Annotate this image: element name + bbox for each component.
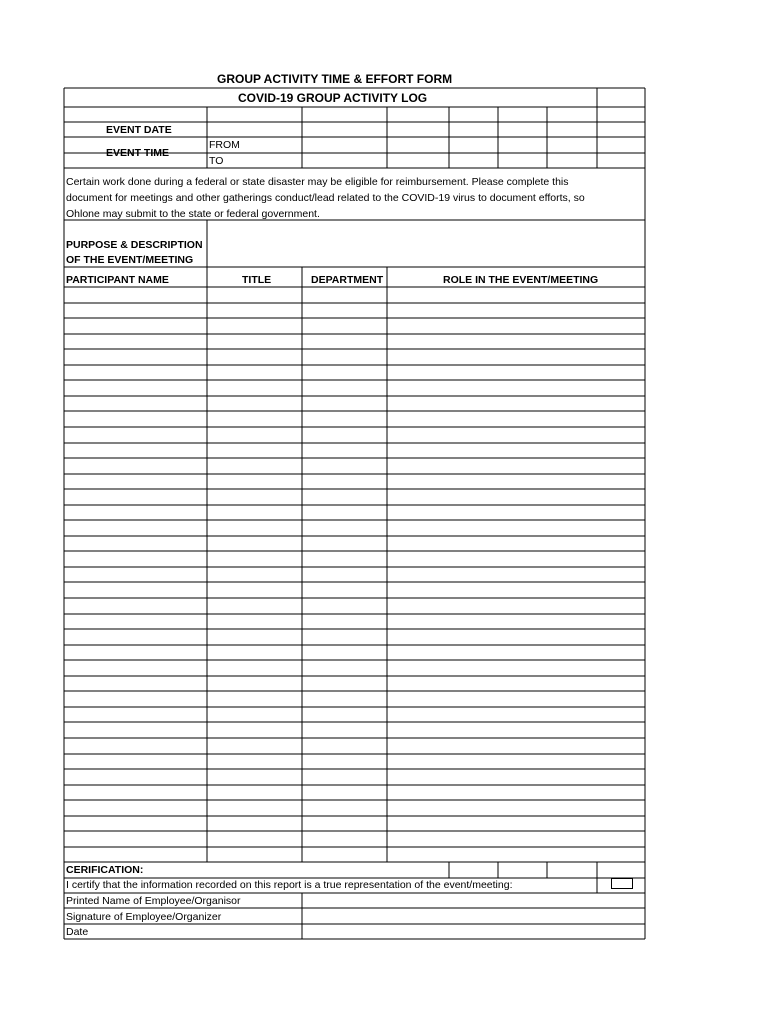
form-title: GROUP ACTIVITY TIME & EFFORT FORM <box>217 72 453 86</box>
purpose-label-line-1: PURPOSE & DESCRIPTION <box>66 239 203 251</box>
header-department: DEPARTMENT <box>311 274 384 286</box>
notice-line-3: Ohlone may submit to the state or federal government. <box>66 208 320 220</box>
printed-name-label: Printed Name of Employee/Organisor <box>66 895 241 907</box>
form-subtitle: COVID-19 GROUP ACTIVITY LOG <box>238 91 428 105</box>
notice-line-1: Certain work done during a federal or state disaster may be eligible for reimbursement. Please complete this <box>66 176 569 188</box>
event-date-label: EVENT DATE <box>106 124 172 136</box>
header-role: ROLE IN THE EVENT/MEETING <box>443 274 599 286</box>
printed-name-field[interactable] <box>304 894 644 908</box>
event-time-to-field[interactable] <box>303 154 447 168</box>
date-label: Date <box>66 926 89 938</box>
header-participant-name: PARTICIPANT NAME <box>66 274 169 286</box>
purpose-label-line-2: OF THE EVENT/MEETING <box>66 254 194 266</box>
certification-heading: CERIFICATION: <box>66 864 144 876</box>
notice-line-2: document for meetings and other gatherings conduct/lead related to the COVID-19 virus to document efforts, so <box>66 192 585 204</box>
date-field[interactable] <box>304 925 644 939</box>
event-date-field[interactable] <box>207 122 385 136</box>
event-time-to-label: TO <box>209 155 224 167</box>
certification-statement: I certify that the information recorded on this report is a true representation of the event/meeting: <box>66 879 513 891</box>
purpose-field[interactable] <box>208 222 644 267</box>
event-time-label: EVENT TIME <box>106 147 170 159</box>
event-time-from-label: FROM <box>209 139 240 151</box>
signature-label: Signature of Employee/Organizer <box>66 911 222 923</box>
header-title: TITLE <box>242 274 272 286</box>
certification-checkbox[interactable] <box>611 878 633 889</box>
event-time-from-field[interactable] <box>303 138 447 152</box>
signature-field[interactable] <box>304 910 644 924</box>
